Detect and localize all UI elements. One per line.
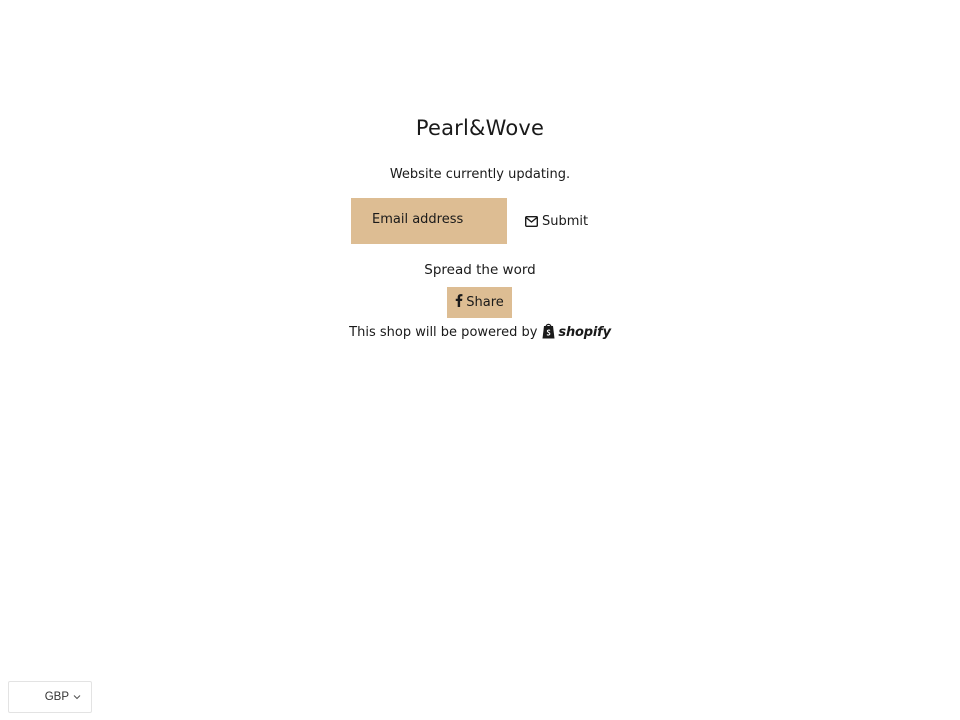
- email-field[interactable]: [351, 198, 507, 244]
- powered-by: [0, 322, 960, 343]
- newsletter-form: [351, 198, 611, 244]
- facebook-icon: [455, 294, 463, 311]
- submit-label: Submit: [542, 213, 589, 229]
- currency-selector[interactable]: [8, 681, 92, 713]
- shopify-link[interactable]: [541, 322, 610, 343]
- share-label: Share: [466, 295, 504, 310]
- envelope-icon: [525, 216, 538, 227]
- status-message: Website currently updating.: [389, 167, 571, 182]
- shopify-bag-icon: [541, 322, 556, 343]
- shopify-wordmark: shopify: [558, 325, 611, 340]
- submit-button[interactable]: [519, 198, 594, 244]
- currency-value: GBP: [44, 691, 69, 703]
- powered-by-text: This shop will be powered by: [349, 325, 538, 340]
- facebook-share-button[interactable]: [447, 287, 512, 318]
- share-heading: Spread the word: [424, 262, 536, 278]
- shop-title: Pearl&Wove: [415, 116, 545, 140]
- chevron-down-icon: [73, 691, 81, 703]
